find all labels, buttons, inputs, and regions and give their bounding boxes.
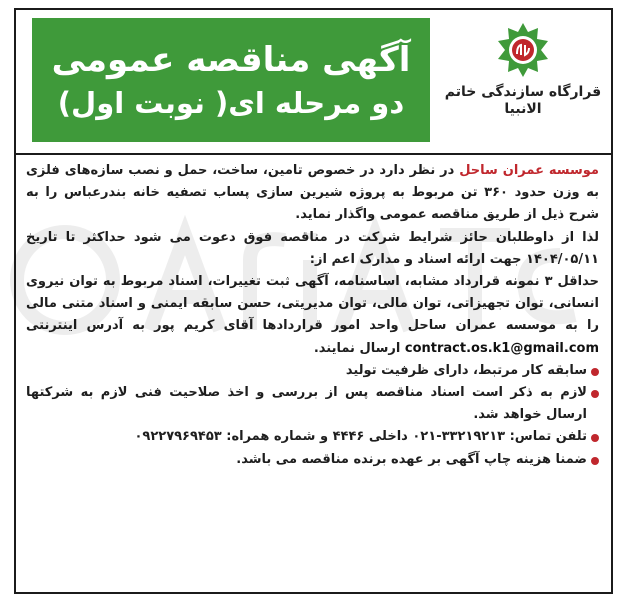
- notice-body: [26, 160, 599, 471]
- intro-paragraph: [26, 160, 599, 227]
- bullet-dot-icon: [591, 434, 599, 442]
- notice-header: [16, 10, 611, 155]
- emblem-seal-icon: [495, 22, 551, 78]
- send-text: ارسال نمایند.: [313, 340, 401, 356]
- list-item-text: ضمنا هزینه چاپ آگهی بر عهده برنده مناقصه می باشد.: [236, 451, 587, 467]
- org-logo: [440, 18, 606, 142]
- bullet-dot-icon: [591, 457, 599, 465]
- list-item-text: سابقه کار مرتبط، دارای ظرفیت تولید: [345, 362, 587, 378]
- title-banner: [32, 18, 430, 142]
- org-name: قرارگاه سازندگی خاتم الانبیا: [444, 84, 602, 117]
- bullet-dot-icon: [591, 368, 599, 376]
- contact-email[interactable]: contract.os.k1@gmail.com: [404, 340, 599, 356]
- list-item-text: لازم به ذکر است اسناد مناقصه پس از بررسی و اخذ صلاحیت فنی لازم به شرکتها ارسال خواهد شد.: [26, 385, 587, 423]
- invitation-paragraph: لذا از داوطلبان حائز شرایط شرکت در مناقصه فوق دعوت می شود حداکثر تا تاریخ ۱۴۰۴/۰۵/۱۱ جهت ارائه اسناد و مدارک اعم از:: [26, 229, 599, 267]
- list-item: [26, 382, 599, 426]
- documents-text: حداقل ۳ نمونه قرارداد مشابه، اساسنامه، آگهی ثبت تغییرات، اسناد مربوط به توان نیروی انسانی، توان تجهیزاتی، توان مالی، توان مدیریتی، حسن سابقه ایمنی و اسناد متنی مالی را به موسسه عمران ساحل واحد امور قراردادها آقای کریم پور به آدرس اینترنتی: [26, 274, 600, 334]
- list-item: [26, 449, 599, 471]
- documents-paragraph: [26, 271, 599, 360]
- list-item: [26, 426, 599, 448]
- list-item: [26, 360, 599, 382]
- notice-frame: [14, 8, 613, 594]
- notice-title: آگهی مناقصه عمومی: [51, 39, 411, 80]
- notice-subtitle: دو مرحله ای( نوبت اول): [57, 86, 405, 121]
- list-item-text: تلفن تماس: ۳۳۲۱۹۲۱۳-۰۲۱ داخلی ۴۴۴۶ و شماره همراه: ۰۹۲۲۷۹۶۹۴۵۳: [134, 429, 587, 445]
- company-name: موسسه عمران ساحل: [459, 163, 599, 178]
- intro-text: در نظر دارد در خصوص تامین، ساخت، حمل و نصب سازه‌های فلزی به وزن حدود ۳۶۰ تن مربوط به پروژه شیرین سازی پساب تصفیه خانه بندرعباس را به شرح ذیل از طریق مناقصه عمومی واگذار نماید.: [26, 163, 599, 223]
- bullet-dot-icon: [591, 390, 599, 398]
